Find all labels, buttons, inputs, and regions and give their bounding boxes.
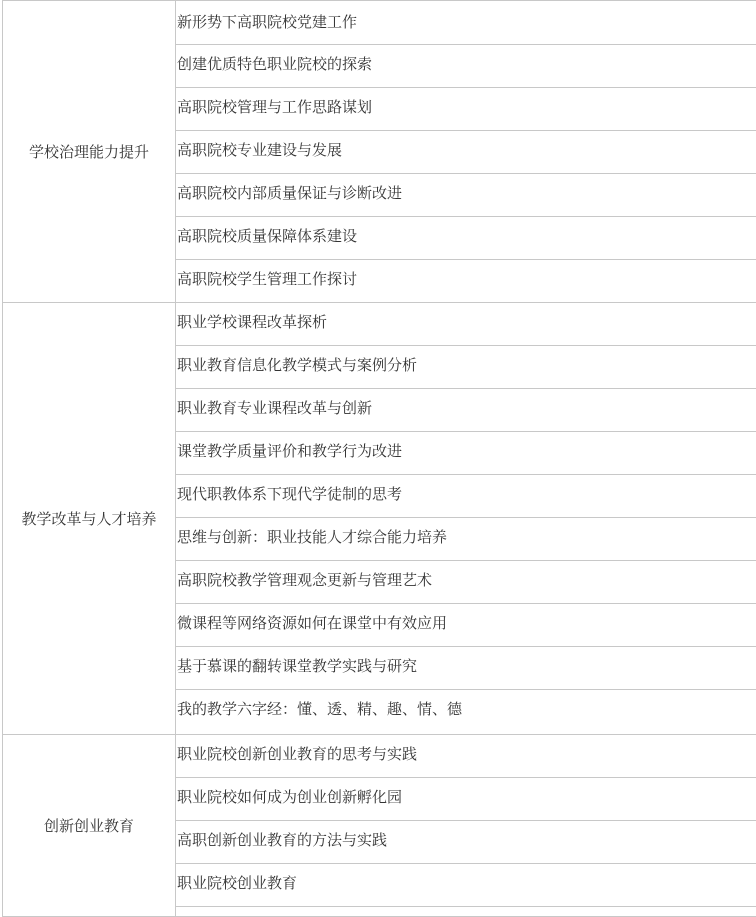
topic-cell: 高职院校专业建设与发展 — [176, 131, 756, 174]
course-topic-table — [2, 0, 756, 917]
topic-cell: 职业学校课程改革探析 — [176, 303, 756, 346]
topic-cell: 职业教育信息化教学模式与案例分析 — [176, 346, 756, 389]
topic-cell: 微课程等网络资源如何在课堂中有效应用 — [176, 604, 756, 647]
topic-cell: 我的教学六字经：懂、透、精、趣、情、德 — [176, 690, 756, 735]
topic-cell: 高职院校管理与工作思路谋划 — [176, 88, 756, 131]
course-topic-table-body — [3, 1, 756, 917]
topic-cell: 职业教育专业课程改革与创新 — [176, 389, 756, 432]
category-cell: 创新创业教育 — [3, 735, 176, 917]
topic-cell: 思维与创新：职业技能人才综合能力培养 — [176, 518, 756, 561]
topic-cell: 课堂教学质量评价和教学行为改进 — [176, 432, 756, 475]
table-row — [3, 1, 756, 45]
topic-cell: 高职院校教学管理观念更新与管理艺术 — [176, 561, 756, 604]
topic-cell: 职业院校创新创业教育的思考与实践 — [176, 735, 756, 778]
topic-cell: 新形势下高职院校党建工作 — [176, 1, 756, 45]
topic-cell-empty — [176, 907, 756, 917]
topic-cell: 基于慕课的翻转课堂教学实践与研究 — [176, 647, 756, 690]
table-row — [3, 735, 756, 778]
topic-cell: 现代职教体系下现代学徒制的思考 — [176, 475, 756, 518]
table-row — [3, 303, 756, 346]
category-cell: 学校治理能力提升 — [3, 1, 176, 303]
topic-cell: 高职院校质量保障体系建设 — [176, 217, 756, 260]
category-cell: 教学改革与人才培养 — [3, 303, 176, 735]
topic-cell: 高职创新创业教育的方法与实践 — [176, 821, 756, 864]
topic-cell: 高职院校学生管理工作探讨 — [176, 260, 756, 303]
topic-cell: 创建优质特色职业院校的探索 — [176, 45, 756, 88]
topic-cell: 职业院校如何成为创业创新孵化园 — [176, 778, 756, 821]
topic-cell: 职业院校创业教育 — [176, 864, 756, 907]
topic-cell: 高职院校内部质量保证与诊断改进 — [176, 174, 756, 217]
